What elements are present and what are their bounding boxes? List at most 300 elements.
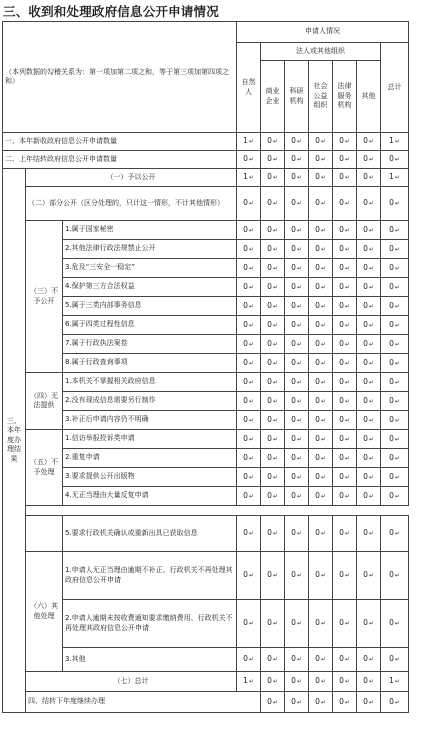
value-cell — [261, 240, 285, 259]
value-text: 0 — [339, 224, 344, 234]
value-text: 0 — [389, 376, 394, 386]
value-cell — [237, 133, 261, 151]
page-title: 三、收到和处理政府信息公开申请情况 — [3, 4, 219, 19]
value-text: 0 — [363, 154, 368, 164]
value-cell — [357, 392, 381, 411]
paragraph-mark-icon: ↵ — [320, 283, 326, 291]
value-text: 0 — [339, 136, 344, 146]
group-label: （三）不予公开 — [26, 221, 63, 373]
paragraph-mark-icon: ↵ — [296, 302, 302, 310]
paragraph-mark-icon: ↵ — [394, 678, 400, 686]
paragraph-mark-icon: ↵ — [394, 397, 400, 405]
table-row — [3, 468, 409, 487]
value-text: 0 — [291, 224, 296, 234]
value-text: 0 — [267, 136, 272, 146]
value-text: 0 — [389, 319, 394, 329]
paragraph-mark-icon: ↵ — [368, 321, 374, 329]
value-text: 0 — [315, 395, 320, 405]
table-row — [3, 516, 409, 552]
value-text: 0 — [315, 414, 320, 424]
value-cell — [333, 151, 357, 169]
paragraph-mark-icon: ↵ — [320, 226, 326, 234]
header-applicant-situation: 申请人情况 — [237, 22, 409, 43]
table-row — [3, 354, 409, 373]
value-cell — [261, 354, 285, 373]
paragraph-mark-icon: ↵ — [248, 359, 254, 367]
value-text: 0 — [363, 338, 368, 348]
value-cell — [381, 552, 409, 600]
group-continuation — [26, 516, 63, 552]
value-text: 0 — [243, 262, 248, 272]
value-cell — [285, 335, 309, 354]
paragraph-mark-icon: ↵ — [248, 156, 254, 164]
value-text: 0 — [339, 281, 344, 291]
value-text: 0 — [243, 319, 248, 329]
paragraph-mark-icon: ↵ — [368, 530, 374, 538]
row-label: 3.补正后申请内容仍不明确 — [63, 411, 237, 430]
paragraph-mark-icon: ↵ — [272, 321, 278, 329]
paragraph-mark-icon: ↵ — [320, 200, 326, 208]
row-label: 1.申请人无正当理由逾期不补正、行政机关不再处理其政府信息公开申请 — [63, 552, 237, 600]
value-text: 0 — [291, 136, 296, 146]
value-cell — [237, 151, 261, 169]
value-text: 0 — [291, 697, 296, 707]
paragraph-mark-icon: ↵ — [272, 264, 278, 272]
value-text: 0 — [291, 618, 296, 628]
row-label: 二、上年结转政府信息公开申请数量 — [3, 151, 237, 169]
value-cell — [237, 516, 261, 552]
value-cell — [357, 133, 381, 151]
value-text: 0 — [267, 319, 272, 329]
value-cell — [333, 648, 357, 672]
paragraph-mark-icon: ↵ — [368, 656, 374, 664]
paragraph-mark-icon: ↵ — [272, 656, 278, 664]
paragraph-mark-icon: ↵ — [368, 283, 374, 291]
value-cell — [333, 278, 357, 297]
paragraph-mark-icon: ↵ — [320, 620, 326, 628]
row-label: 四、结转下年度继续办理 — [26, 692, 261, 713]
paragraph-mark-icon: ↵ — [248, 416, 254, 424]
paragraph-mark-icon: ↵ — [320, 378, 326, 386]
paragraph-mark-icon: ↵ — [296, 572, 302, 580]
value-text: 0 — [315, 433, 320, 443]
value-cell — [381, 354, 409, 373]
value-cell — [381, 151, 409, 169]
value-cell — [333, 692, 357, 713]
row-label: 1.本机关不掌握相关政府信息 — [63, 373, 237, 392]
value-text: 0 — [243, 654, 248, 664]
paragraph-mark-icon: ↵ — [320, 572, 326, 580]
value-cell — [309, 468, 333, 487]
value-text: 0 — [267, 338, 272, 348]
value-cell — [261, 430, 285, 449]
paragraph-mark-icon: ↵ — [272, 473, 278, 481]
value-cell — [309, 240, 333, 259]
value-text: 0 — [389, 433, 394, 443]
value-cell — [285, 259, 309, 278]
value-text: 0 — [339, 172, 344, 182]
value-cell — [285, 187, 309, 221]
value-text: 0 — [291, 676, 296, 686]
table-row — [3, 373, 409, 392]
paragraph-mark-icon: ↵ — [296, 226, 302, 234]
paragraph-mark-icon: ↵ — [368, 264, 374, 272]
value-text: 0 — [267, 243, 272, 253]
row-label: （七）总计 — [26, 672, 237, 692]
paragraph-mark-icon: ↵ — [272, 699, 278, 707]
value-text: 0 — [291, 414, 296, 424]
paragraph-mark-icon: ↵ — [394, 200, 400, 208]
value-text: 0 — [267, 376, 272, 386]
paragraph-mark-icon: ↵ — [272, 156, 278, 164]
paragraph-mark-icon: ↵ — [272, 283, 278, 291]
value-cell — [357, 297, 381, 316]
value-text: 0 — [363, 357, 368, 367]
value-cell — [333, 411, 357, 430]
paragraph-mark-icon: ↵ — [248, 620, 254, 628]
value-cell — [309, 672, 333, 692]
paragraph-mark-icon: ↵ — [296, 359, 302, 367]
paragraph-mark-icon: ↵ — [272, 138, 278, 146]
value-text: 0 — [243, 224, 248, 234]
paragraph-mark-icon: ↵ — [248, 435, 254, 443]
paragraph-mark-icon: ↵ — [368, 359, 374, 367]
value-cell — [381, 648, 409, 672]
paragraph-mark-icon: ↵ — [320, 473, 326, 481]
value-cell — [261, 373, 285, 392]
value-text: 0 — [339, 618, 344, 628]
value-cell — [333, 297, 357, 316]
value-cell — [357, 169, 381, 187]
value-text: 0 — [315, 198, 320, 208]
row-label: 4.无正当理由大量反复申请 — [63, 487, 237, 506]
table-row — [3, 169, 409, 187]
value-text: 0 — [389, 198, 394, 208]
value-cell — [237, 354, 261, 373]
paragraph-mark-icon: ↵ — [344, 245, 350, 253]
value-cell — [357, 278, 381, 297]
value-cell — [285, 221, 309, 240]
value-cell — [381, 430, 409, 449]
paragraph-mark-icon: ↵ — [272, 359, 278, 367]
paragraph-mark-icon: ↵ — [344, 359, 350, 367]
paragraph-mark-icon: ↵ — [248, 283, 254, 291]
paragraph-mark-icon: ↵ — [248, 530, 254, 538]
value-cell — [285, 392, 309, 411]
value-cell — [285, 430, 309, 449]
value-cell — [381, 278, 409, 297]
value-text: 0 — [363, 198, 368, 208]
paragraph-mark-icon: ↵ — [272, 435, 278, 443]
value-cell — [285, 600, 309, 648]
paragraph-mark-icon: ↵ — [248, 572, 254, 580]
paragraph-mark-icon: ↵ — [320, 359, 326, 367]
paragraph-mark-icon: ↵ — [272, 454, 278, 462]
value-cell — [333, 133, 357, 151]
value-cell — [357, 373, 381, 392]
value-cell — [285, 297, 309, 316]
table-row — [3, 600, 409, 648]
value-cell — [357, 516, 381, 552]
value-text: 1 — [243, 172, 248, 182]
value-text: 0 — [315, 490, 320, 500]
value-cell — [357, 221, 381, 240]
value-text: 0 — [389, 570, 394, 580]
header-legal-persons-orgs: 法人或其他组织 — [261, 43, 381, 61]
paragraph-mark-icon: ↵ — [272, 397, 278, 405]
table-row — [3, 278, 409, 297]
value-cell — [285, 487, 309, 506]
value-cell — [381, 187, 409, 221]
paragraph-mark-icon: ↵ — [368, 302, 374, 310]
value-text: 0 — [339, 198, 344, 208]
row-label: 3.其他 — [63, 648, 237, 672]
value-text: 0 — [363, 490, 368, 500]
value-cell — [357, 672, 381, 692]
paragraph-mark-icon: ↵ — [344, 378, 350, 386]
paragraph-mark-icon: ↵ — [320, 321, 326, 329]
paragraph-mark-icon: ↵ — [320, 492, 326, 500]
table-row — [3, 392, 409, 411]
paragraph-mark-icon: ↵ — [320, 156, 326, 164]
value-text: 0 — [339, 570, 344, 580]
paragraph-mark-icon: ↵ — [248, 302, 254, 310]
value-cell — [381, 411, 409, 430]
value-cell — [309, 297, 333, 316]
paragraph-mark-icon: ↵ — [296, 264, 302, 272]
value-text: 0 — [389, 697, 394, 707]
value-text: 0 — [339, 676, 344, 686]
value-text: 0 — [363, 243, 368, 253]
paragraph-mark-icon: ↵ — [368, 435, 374, 443]
value-cell — [237, 392, 261, 411]
paragraph-mark-icon: ↵ — [248, 226, 254, 234]
paragraph-mark-icon: ↵ — [272, 174, 278, 182]
value-text: 0 — [291, 471, 296, 481]
value-text: 0 — [243, 300, 248, 310]
value-text: 0 — [339, 433, 344, 443]
paragraph-mark-icon: ↵ — [344, 473, 350, 481]
value-text: 0 — [389, 338, 394, 348]
value-cell — [333, 259, 357, 278]
value-cell — [357, 240, 381, 259]
value-text: 0 — [389, 300, 394, 310]
value-text: 0 — [363, 376, 368, 386]
value-text: 0 — [339, 414, 344, 424]
table-row — [3, 297, 409, 316]
table-row — [3, 151, 409, 169]
value-cell — [333, 600, 357, 648]
value-text: 0 — [315, 471, 320, 481]
value-text: 0 — [339, 654, 344, 664]
paragraph-mark-icon: ↵ — [344, 572, 350, 580]
value-cell — [237, 430, 261, 449]
paragraph-mark-icon: ↵ — [272, 245, 278, 253]
value-text: 0 — [267, 357, 272, 367]
paragraph-mark-icon: ↵ — [344, 321, 350, 329]
value-cell — [261, 187, 285, 221]
value-text: 0 — [243, 357, 248, 367]
value-text: 0 — [291, 243, 296, 253]
value-text: 0 — [291, 528, 296, 538]
value-cell — [237, 221, 261, 240]
value-cell — [261, 411, 285, 430]
value-cell — [309, 392, 333, 411]
paragraph-mark-icon: ↵ — [394, 174, 400, 182]
group-label: （四）无法提供 — [26, 373, 63, 430]
value-cell — [285, 240, 309, 259]
value-text: 0 — [315, 300, 320, 310]
value-cell — [237, 316, 261, 335]
paragraph-mark-icon: ↵ — [344, 492, 350, 500]
value-cell — [285, 316, 309, 335]
value-cell — [285, 354, 309, 373]
value-text: 0 — [291, 376, 296, 386]
value-text: 0 — [389, 154, 394, 164]
table-row — [3, 487, 409, 506]
value-text: 0 — [267, 154, 272, 164]
value-text: 0 — [339, 243, 344, 253]
paragraph-mark-icon: ↵ — [368, 454, 374, 462]
paragraph-mark-icon: ↵ — [394, 359, 400, 367]
value-text: 1 — [389, 676, 394, 686]
value-cell — [237, 672, 261, 692]
value-text: 0 — [389, 471, 394, 481]
value-cell — [333, 187, 357, 221]
value-cell — [309, 648, 333, 672]
value-text: 0 — [363, 452, 368, 462]
paragraph-mark-icon: ↵ — [272, 200, 278, 208]
value-cell — [309, 430, 333, 449]
value-text: 0 — [267, 528, 272, 538]
table-row — [3, 187, 409, 221]
value-text: 0 — [243, 490, 248, 500]
paragraph-mark-icon: ↵ — [394, 435, 400, 443]
value-cell — [285, 278, 309, 297]
value-cell — [237, 648, 261, 672]
paragraph-mark-icon: ↵ — [344, 530, 350, 538]
value-cell — [261, 392, 285, 411]
paragraph-mark-icon: ↵ — [320, 174, 326, 182]
value-cell — [333, 392, 357, 411]
value-cell — [237, 411, 261, 430]
value-text: 0 — [267, 452, 272, 462]
value-cell — [357, 468, 381, 487]
value-cell — [357, 449, 381, 468]
value-cell — [333, 354, 357, 373]
value-cell — [309, 449, 333, 468]
paragraph-mark-icon: ↵ — [248, 138, 254, 146]
value-cell — [357, 692, 381, 713]
paragraph-mark-icon: ↵ — [394, 156, 400, 164]
value-cell — [309, 151, 333, 169]
paragraph-mark-icon: ↵ — [320, 302, 326, 310]
value-text: 0 — [339, 697, 344, 707]
value-text: 1 — [389, 136, 394, 146]
value-text: 0 — [267, 281, 272, 291]
value-text: 0 — [243, 198, 248, 208]
value-text: 0 — [315, 654, 320, 664]
paragraph-mark-icon: ↵ — [394, 620, 400, 628]
value-cell — [285, 552, 309, 600]
paragraph-mark-icon: ↵ — [248, 200, 254, 208]
value-text: 0 — [363, 395, 368, 405]
value-text: 0 — [363, 654, 368, 664]
value-cell — [261, 516, 285, 552]
value-cell — [261, 316, 285, 335]
paragraph-mark-icon: ↵ — [394, 656, 400, 664]
header-social-welfare: 社会公益组织 — [309, 61, 333, 133]
value-cell — [333, 335, 357, 354]
value-text: 0 — [339, 471, 344, 481]
value-text: 0 — [363, 136, 368, 146]
value-text: 0 — [267, 490, 272, 500]
paragraph-mark-icon: ↵ — [368, 226, 374, 234]
value-text: 0 — [389, 262, 394, 272]
value-text: 0 — [291, 281, 296, 291]
value-cell — [357, 259, 381, 278]
table-row — [3, 648, 409, 672]
value-text: 0 — [363, 433, 368, 443]
paragraph-mark-icon: ↵ — [272, 340, 278, 348]
value-text: 0 — [339, 357, 344, 367]
value-text: 0 — [389, 452, 394, 462]
paragraph-mark-icon: ↵ — [394, 264, 400, 272]
paragraph-mark-icon: ↵ — [296, 283, 302, 291]
value-cell — [381, 468, 409, 487]
paragraph-mark-icon: ↵ — [344, 340, 350, 348]
row-label: 3.危及“三安全一稳定” — [63, 259, 237, 278]
value-text: 0 — [243, 433, 248, 443]
value-text: 0 — [291, 262, 296, 272]
paragraph-mark-icon: ↵ — [368, 397, 374, 405]
paragraph-mark-icon: ↵ — [296, 492, 302, 500]
value-cell — [357, 316, 381, 335]
value-cell — [261, 151, 285, 169]
paragraph-mark-icon: ↵ — [394, 321, 400, 329]
value-cell — [237, 187, 261, 221]
value-text: 0 — [315, 357, 320, 367]
value-text: 0 — [291, 395, 296, 405]
value-text: 0 — [291, 338, 296, 348]
paragraph-mark-icon: ↵ — [344, 264, 350, 272]
value-cell — [237, 468, 261, 487]
paragraph-mark-icon: ↵ — [344, 435, 350, 443]
paragraph-mark-icon: ↵ — [248, 174, 254, 182]
value-cell — [285, 516, 309, 552]
row-label: 7.属于行政执法案卷 — [63, 335, 237, 354]
value-text: 0 — [389, 528, 394, 538]
paragraph-mark-icon: ↵ — [368, 620, 374, 628]
row-label: 5.要求行政机关确认或重新出具已获取信息 — [63, 516, 237, 552]
paragraph-mark-icon: ↵ — [368, 416, 374, 424]
value-text: 0 — [339, 376, 344, 386]
paragraph-mark-icon: ↵ — [394, 302, 400, 310]
table-row — [3, 133, 409, 151]
value-cell — [333, 221, 357, 240]
row-label: （一）予以公开 — [26, 169, 237, 187]
paragraph-mark-icon: ↵ — [272, 492, 278, 500]
value-cell — [357, 151, 381, 169]
header-commercial: 商业企业 — [261, 61, 285, 133]
value-text: 0 — [315, 452, 320, 462]
paragraph-mark-icon: ↵ — [320, 245, 326, 253]
value-text: 0 — [339, 338, 344, 348]
value-text: 0 — [363, 676, 368, 686]
value-cell — [333, 672, 357, 692]
value-text: 0 — [389, 243, 394, 253]
value-cell — [357, 648, 381, 672]
